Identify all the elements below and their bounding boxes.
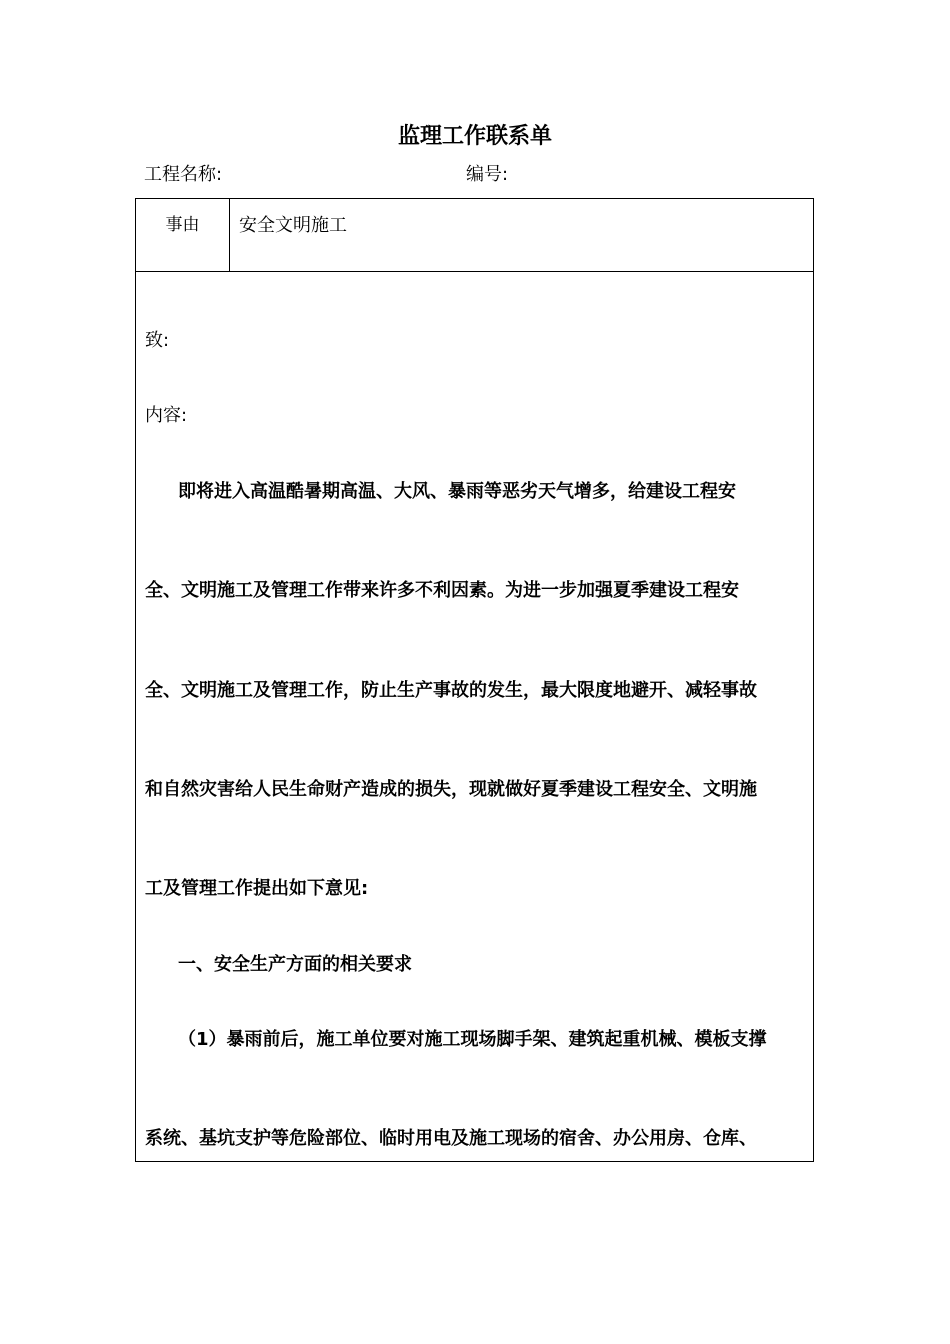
document-title: 监理工作联系单: [397, 124, 552, 149]
column-divider: [229, 199, 230, 271]
subject-label: 事由: [165, 215, 200, 235]
section-heading: 一、安全生产方面的相关要求: [178, 954, 412, 975]
form-table: [135, 198, 814, 1162]
row-divider: [136, 271, 813, 272]
content-line-2: 全、文明施工及管理工作带来许多不利因素。为进一步加强夏季建设工程安: [145, 580, 739, 601]
content-line-8: 系统、基坑支护等危险部位、临时用电及施工现场的宿舍、办公用房、仓库、: [145, 1128, 757, 1149]
project-name-label: 工程名称:: [144, 164, 223, 185]
content-line-5: 工及管理工作提出如下意见:: [145, 878, 369, 899]
subject-value: 安全文明施工: [239, 215, 347, 236]
content-line-4: 和自然灾害给人民生命财产造成的损失，现就做好夏季建设工程安全、文明施: [145, 779, 757, 800]
recipient-label: 致:: [145, 330, 170, 351]
content-line-7: （1）暴雨前后，施工单位要对施工现场脚手架、建筑起重机械、模板支撑: [178, 1029, 767, 1050]
document-number-label: 编号:: [466, 164, 509, 185]
content-line-1: 即将进入高温酷暑期高温、大风、暴雨等恶劣天气增多，给建设工程安: [178, 481, 736, 502]
content-line-3: 全、文明施工及管理工作，防止生产事故的发生，最大限度地避开、减轻事故: [145, 680, 757, 701]
content-label: 内容:: [145, 405, 188, 426]
